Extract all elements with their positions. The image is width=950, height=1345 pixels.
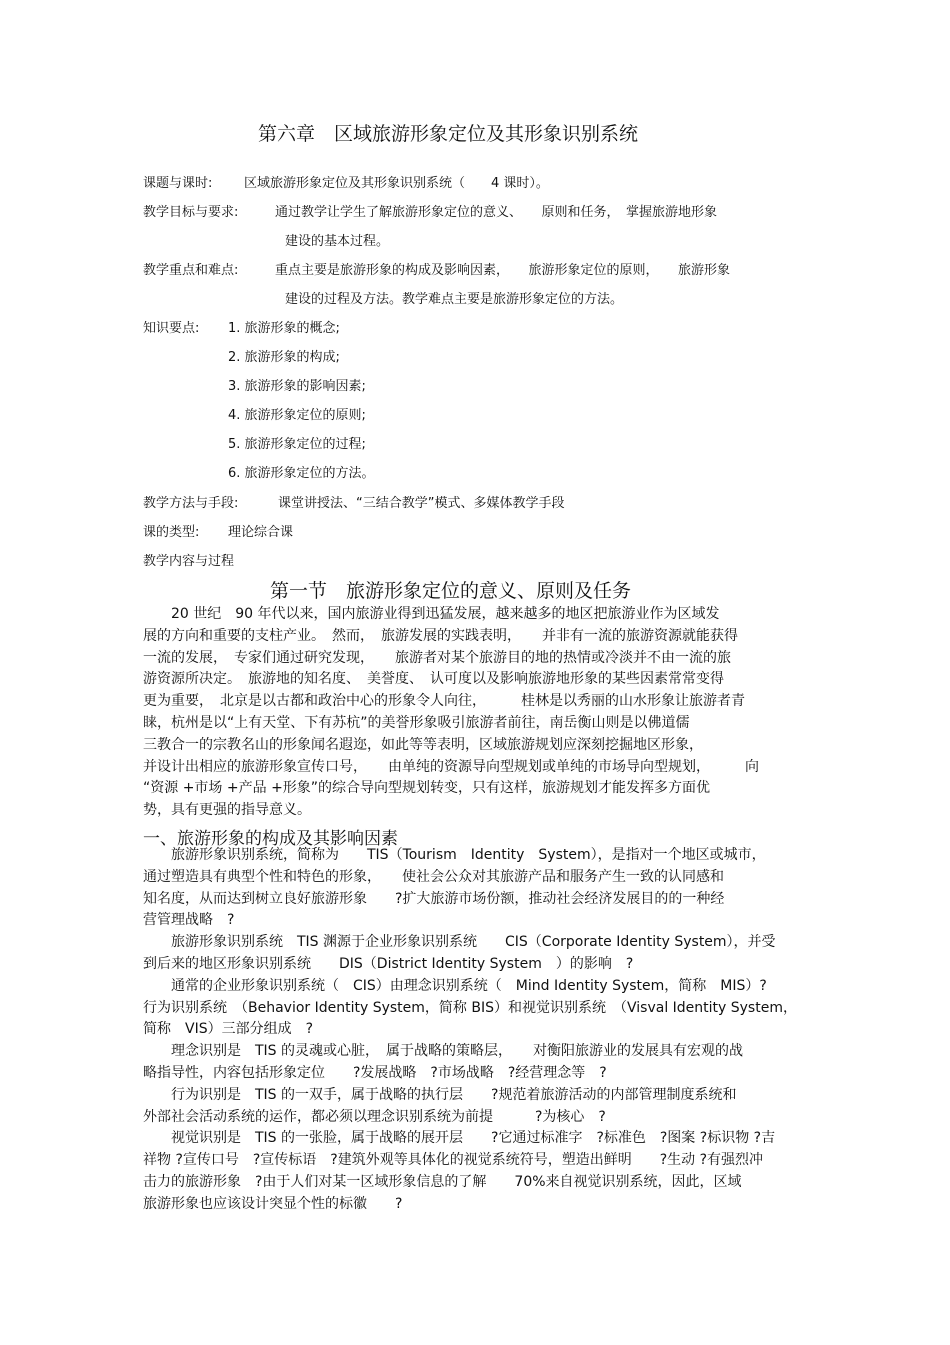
section-paragraph [143, 604, 813, 822]
paragraph-line: 通过塑造具有典型个性和特色的形象， 使社会公众对其旅游产品和服务产生一致的认同感和 [143, 868, 724, 885]
paragraph-line: 到后来的地区形象识别系统 DIS（District Identity System ）的影响 ? [143, 955, 634, 972]
type-label: 课的类型: [143, 525, 200, 540]
paragraph-line: 行为识别系统 （Behavior Identity System，简称 BIS）和视觉识别系统 （Visval Identity System， [143, 999, 797, 1016]
paragraph-line: 营管理战略 ? [143, 912, 235, 929]
knowledge-item: 5. 旅游形象定位的过程; [228, 437, 366, 452]
paragraph-line: 行为识别是 TIS 的一双手，属于战略的执行层 ?规范着旅游活动的内部管理制度系统和 [143, 1086, 737, 1103]
paragraph-line: “资源 +市场 +产品 +形象”的综合导向型规划转变，只有这样，旅游规划才能发挥多方面优 [143, 780, 711, 797]
paragraph-line: 祥物 ?宣传口号 ?宣传标语 ?建筑外观等具体化的视觉系统符号，塑造出鲜明 ?生动 ?有强烈冲 [143, 1152, 764, 1169]
content-label: 教学内容与过程 [143, 554, 235, 569]
topic-label: 课题与课时: [143, 176, 213, 191]
paragraph-line: 简称 VIS）三部分组成 ? [143, 1021, 314, 1038]
paragraph-line: 略指导性，内容包括形象定位 ?发展战略 ?市场战略 ?经营理念等 ? [143, 1064, 607, 1081]
paragraph-line: 击力的旅游形象 ?由于人们对某一区域形象信息的了解 70%来自视觉识别系统，因此，区域 [143, 1173, 742, 1190]
key-line-1: 重点主要是旅游形象的构成及影响因素， 旅游形象定位的原则， 旅游形象 [275, 263, 731, 278]
section-title: 第一节 旅游形象定位的意义、原则及任务 [270, 580, 632, 602]
type-value: 理论综合课 [228, 525, 294, 540]
method-label: 教学方法与手段: [143, 496, 239, 511]
paragraph-line: 旅游形象识别系统 TIS 渊源于企业形象识别系统 CIS（Corporate Identity System），并受 [143, 934, 776, 951]
knowledge-item: 1. 旅游形象的概念; [228, 321, 340, 336]
knowledge-label: 知识要点: [143, 321, 200, 336]
goal-line-2: 建设的基本过程。 [285, 234, 390, 249]
paragraph-line: 通常的企业形象识别系统（ CIS）由理念识别系统（ Mind Identity System，简称 MIS）? [143, 977, 767, 994]
knowledge-item: 3. 旅游形象的影响因素; [228, 379, 366, 394]
paragraph-line: 旅游形象也应该设计突显个性的标徽 ? [143, 1195, 403, 1212]
key-label: 教学重点和难点: [143, 263, 239, 278]
method-value: 课堂讲授法、“三结合教学”模式、多媒体教学手段 [278, 496, 565, 511]
paragraph-line: 视觉识别是 TIS 的一张脸，属于战略的展开层 ?它通过标准字 ?标准色 ?图案 ?标识物 ?吉 [143, 1130, 776, 1147]
knowledge-item: 6. 旅游形象定位的方法。 [228, 466, 375, 481]
subsection-title: 一、旅游形象的构成及其影响因素 [143, 829, 398, 849]
paragraph-line: 外部社会活动系统的运作，都必须以理念识别系统为前提 ?为核心 ? [143, 1108, 606, 1125]
knowledge-item: 2. 旅游形象的构成; [228, 350, 340, 365]
paragraph-line: 势，具有更强的指导意义。 [143, 802, 311, 819]
paragraph-line: 游资源所决定。 旅游地的知名度、 美誉度、 认可度以及影响旅游地形象的某些因素常常变得 [143, 671, 724, 688]
paragraph-line: 理念识别是 TIS 的灵魂或心脏， 属于战略的策略层， 对衡阳旅游业的发展具有宏观的战 [143, 1043, 744, 1060]
chapter-title: 第六章 区域旅游形象定位及其形象识别系统 [258, 123, 639, 145]
paragraph-line: 20 世纪 90 年代以来，国内旅游业得到迅猛发展，越来越多的地区把旅游业作为区域发 [143, 606, 720, 622]
knowledge-item: 4. 旅游形象定位的原则; [228, 408, 366, 423]
goal-label: 教学目标与要求: [143, 205, 239, 220]
paragraph-line: 三教合一的宗教名山的形象闻名遐迩，如此等等表明，区域旅游规划应深刻挖掘地区形象， [143, 736, 703, 753]
paragraph-line: 睐，杭州是以“上有天堂、下有苏杭”的美誉形象吸引旅游者前往，南岳衡山则是以佛道儒 [143, 714, 690, 731]
paragraph-line: 更为重要， 北京是以古都和政治中心的形象令人向往， 桂林是以秀丽的山水形象让旅游者青 [143, 693, 745, 710]
subsection-paragraphs [143, 845, 813, 1216]
topic-value: 区域旅游形象定位及其形象识别系统（ 4 课时）。 [244, 176, 549, 191]
paragraph-line: 并设计出相应的旅游形象宣传口号， 由单纯的资源导向型规划或单纯的市场导向型规划， 向 [143, 758, 759, 775]
goal-line-1: 通过教学让学生了解旅游形象定位的意义、 原则和任务， 掌握旅游地形象 [275, 205, 718, 220]
paragraph-line: 旅游形象识别系统，简称为 TIS（Tourism Identity System），是指对一个地区或城市， [143, 847, 766, 863]
key-line-2: 建设的过程及方法。教学难点主要是旅游形象定位的方法。 [285, 292, 624, 307]
paragraph-line: 知名度，从而达到树立良好旅游形象 ?扩大旅游市场份额，推动社会经济发展目的的一种经 [143, 890, 725, 907]
paragraph-line: 展的方向和重要的支柱产业。 然而， 旅游发展的实践表明， 并非有一流的旅游资源就能获得 [143, 627, 738, 644]
paragraph-line: 一流的发展， 专家们通过研究发现， 旅游者对某个旅游目的地的热情或冷淡并不由一流的旅 [143, 649, 731, 666]
